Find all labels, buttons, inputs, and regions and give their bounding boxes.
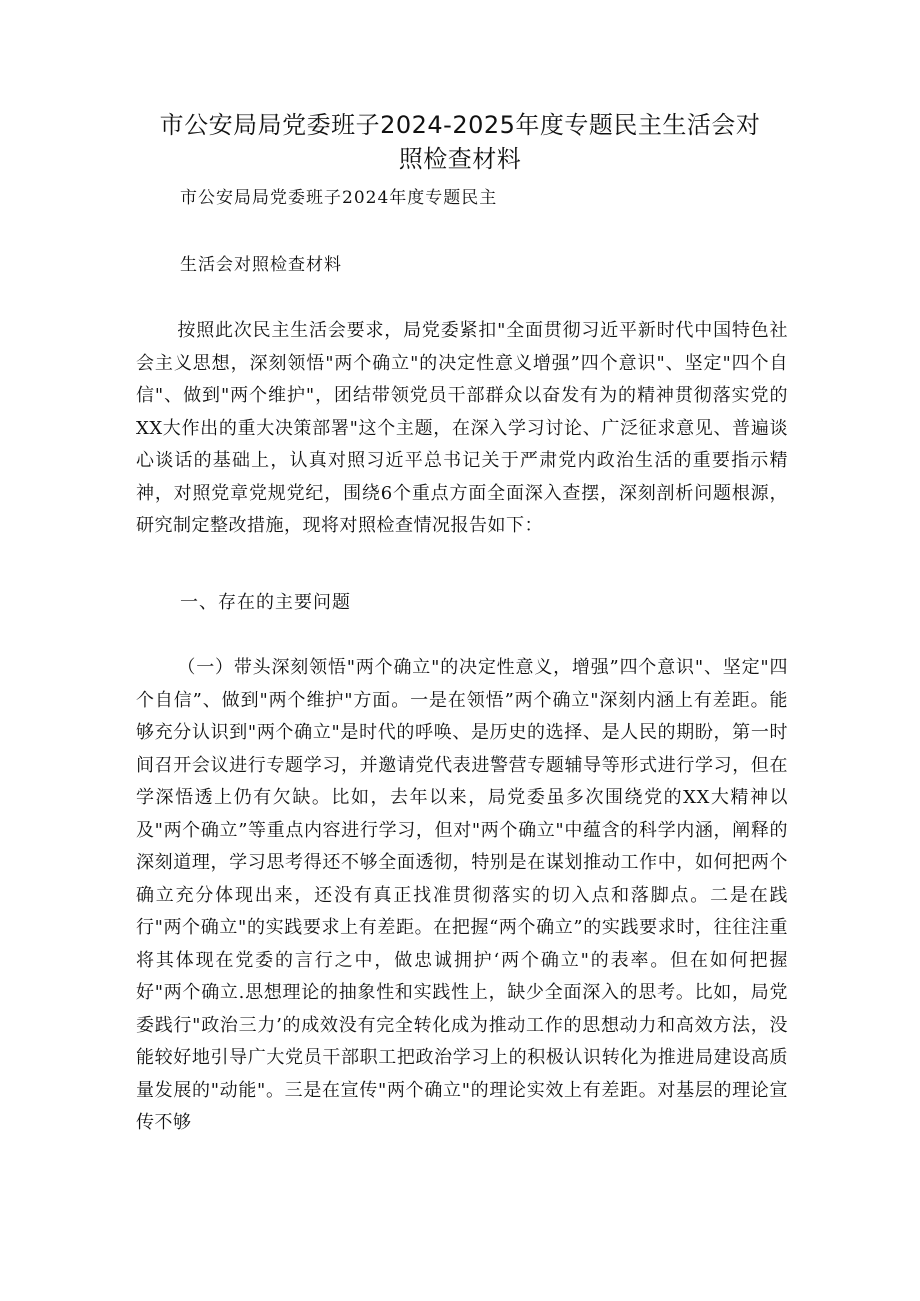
intro-paragraph: 按照此次民主生活会要求，局党委紧扣"全面贯彻习近平新时代中国特色社会主义思想，深刻领悟"两个确立"的决定性意义增强”四个意识"、坚定"四个自信"、做到"两个维护"，团结带领党员干部群众以奋发有为的精神贯彻落实党的XX大作出的重大决策部署"这个主题，在深入学习讨论、广泛征求意见、普遍谈心谈话的基础上，认真对照习近平总书记关于严肃党内政治生活的重要指示精神，对照党章党规党纪，围绕6个重点方面全面深入查摆，深刻剖析问题根源，研究制定整改措施，现将对照检查情况报告如下： — [136, 320, 788, 536]
section-heading: 一、存在的主要问题 — [180, 592, 351, 613]
document-title: 市公安局局党委班子2024-2025年度专题民主生活会对照检查材料 — [159, 111, 761, 173]
section-paragraph: （一）带头深刻领悟"两个确立"的决定性意义，增强”四个意识"、坚定"四个自信”、做到"两个维护"方面。一是在领悟”两个确立"深刻内涵上有差距。能够充分认识到"两个确立"是时代的呼唤、是历史的选择、是人民的期盼，第一时间召开会议进行专题学习，并邀请党代表进警营专题辅导等形式进行学习，但在学深悟透上仍有欠缺。比如，去年以来，局党委虽多次围绕党的XX大精神以及"两个确立”等重点内容进行学习，但对"两个确立"中蕴含的科学内涵，阐释的深刻道理，学习思考得还不够全面透彻，特别是在谋划推动工作中，如何把两个确立充分体现出来，还没有真正找准贯彻落实的切入点和落脚点。二是在践行"两个确立"的实践要求上有差距。在把握“两个确立”的实践要求时，往往注重将其体现在党委的言行之中，做忠诚拥护‘两个确立"的表率。但在如何把握好"两个确立.思想理论的抽象性和实践性上，缺少全面深入的思考。比如，局党委践行"政治三力’的成效没有完全转化成为推动工作的思想动力和高效方法，没能较好地引导广大党员干部职工把政治学习上的积极认识转化为推进局建设高质量发展的"动能"。三是在宣传"两个确立"的理论实效上有差距。对基层的理论宣传不够 — [136, 657, 788, 1133]
subtitle-line-1: 市公安局局党委班子2024年度专题民主 — [180, 188, 498, 208]
subtitle-line-2: 生活会对照检查材料 — [180, 255, 342, 275]
